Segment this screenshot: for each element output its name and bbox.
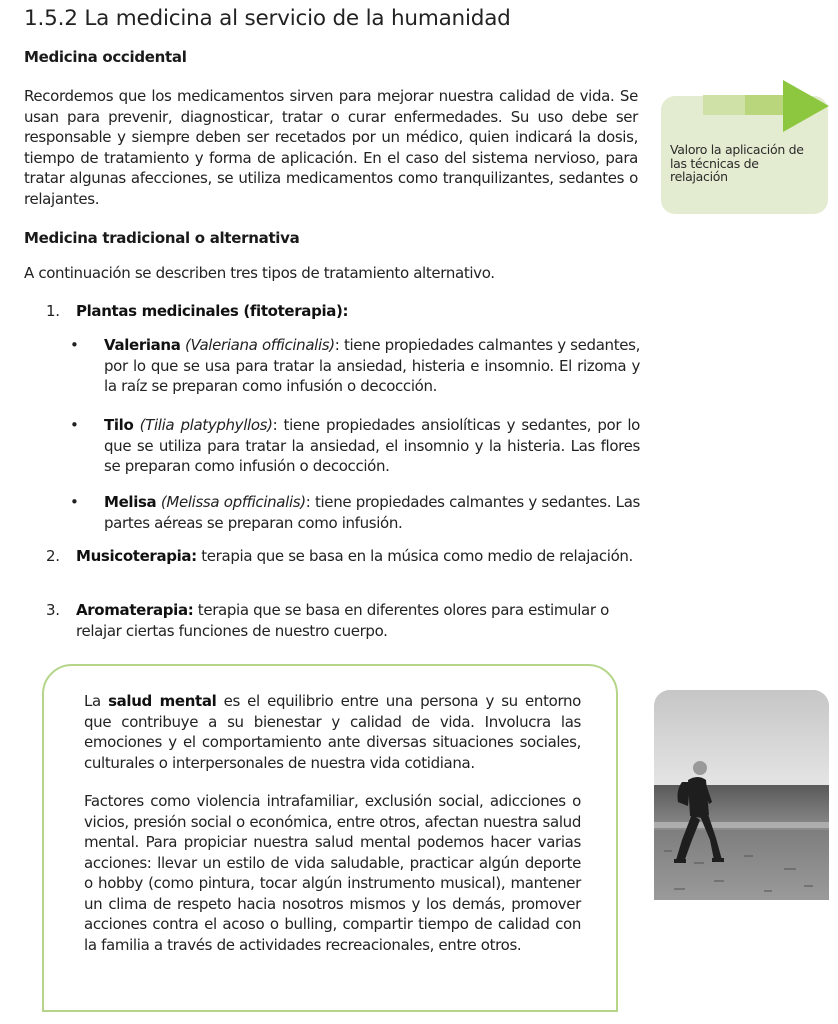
list-item-valeriana: [70, 335, 640, 397]
plant-scientific-name: (Valeriana officinalis): [185, 336, 335, 354]
arrow-bar-mid: [745, 95, 785, 115]
list-item-tilo: [70, 415, 640, 477]
objective-text: Valoro la aplicación de las técnicas de relajación: [670, 142, 804, 184]
plant-scientific-name: (Tilia platyphyllos): [139, 416, 273, 434]
list-number: 2.: [46, 547, 60, 565]
arrow-bar-light: [703, 95, 747, 115]
list-item-text: terapia que se basa en diferentes olores para estimular o relajar ciertas funciones de nuestro cuerpo.: [76, 601, 609, 640]
list-item-title: Plantas medicinales (fitoterapia):: [76, 302, 349, 320]
paragraph-intro-alternativa: A continuación se describen tres tipos de tratamiento alternativo.: [24, 264, 495, 282]
plant-description: : tiene propiedades calmantes y sedantes, por lo que se usa para tratar la ansiedad, histeria e insomnio. El rizoma y la raíz se preparan como infusión o decocción.: [104, 336, 640, 395]
page-title: 1.5.2 La medicina al servicio de la humanidad: [24, 6, 511, 31]
bullet-icon: •: [70, 493, 79, 511]
list-number: 3.: [46, 601, 60, 619]
list-number: 1.: [46, 302, 60, 320]
list-item-aromaterapia: [46, 600, 640, 641]
heading-medicina-occidental: Medicina occidental: [24, 48, 187, 66]
bullet-icon: •: [70, 416, 79, 434]
plant-name: Valeriana: [104, 336, 181, 354]
list-item-text: terapia que se basa en la música como medio de relajación.: [196, 547, 633, 565]
plant-scientific-name: (Melissa opfficinalis): [160, 493, 306, 511]
list-item-melisa: [70, 492, 640, 533]
heading-medicina-alternativa: Medicina tradicional o alternativa: [24, 229, 300, 247]
term-salud-mental: salud mental: [108, 692, 217, 710]
info-paragraph-definition: [84, 691, 581, 773]
plant-description: : tiene propiedades ansiolíticas y sedantes, por lo que se utiliza para tratar la ansiedad, el insomnio y la histeria. Las flores se preparan como infusión o decocción.: [104, 416, 641, 475]
plant-name: Melisa: [104, 493, 157, 511]
photo-man-walking-beach: [654, 690, 829, 900]
arrow-right-icon: [783, 80, 829, 132]
list-item-title: Musicoterapia:: [76, 547, 197, 565]
paragraph-medicina-occidental: Recordemos que los medicamentos sirven para mejorar nuestra calidad de vida. Se usan para prevenir, diagnosticar, tratar o curar enfermedades. Su uso debe ser responsable y siempre deben ser recetados por un médico, quien indicará la dosis, tiempo de tratamiento y forma de aplicación. En el caso del sistema nervioso, para tratar algunas afecciones, se utiliza medicamentos como tranquilizantes, sedantes o relajantes.: [24, 87, 638, 208]
plant-name: Tilo: [104, 416, 134, 434]
bullet-icon: •: [70, 336, 79, 354]
text-definition: es el equilibrio entre una persona y su entorno que contribuye a su bienestar y calidad de vida. Involucra las emociones y el comportamiento ante diversas situaciones sociales, culturales o interpersonales de nuestra vida cotidiana.: [84, 692, 581, 772]
list-item-musicoterapia: [46, 546, 640, 567]
plant-description: : tiene propiedades calmantes y sedantes. Las partes aéreas se preparan como infusión.: [104, 493, 640, 532]
info-paragraph-factors: Factores como violencia intrafamiliar, exclusión social, adicciones o vicios, presión social o económica, entre otros, afectan nuestra salud mental. Para propiciar nuestra salud mental podemos hacer varias acciones: llevar un estilo de vida saludable, practicar algún deporte o hobby (como pintura, tocar algún instrumento musical), mantener un clima de respeto hacia nosotros mismos y los demás, promover acciones contra el acoso o bulling, compartir tiempo de calidad con la familia a través de actividades recreacionales, entre otros.: [84, 792, 581, 954]
list-item-plantas: [46, 301, 640, 322]
text-prefix: La: [84, 692, 109, 710]
list-item-title: Aromaterapia:: [76, 601, 194, 619]
